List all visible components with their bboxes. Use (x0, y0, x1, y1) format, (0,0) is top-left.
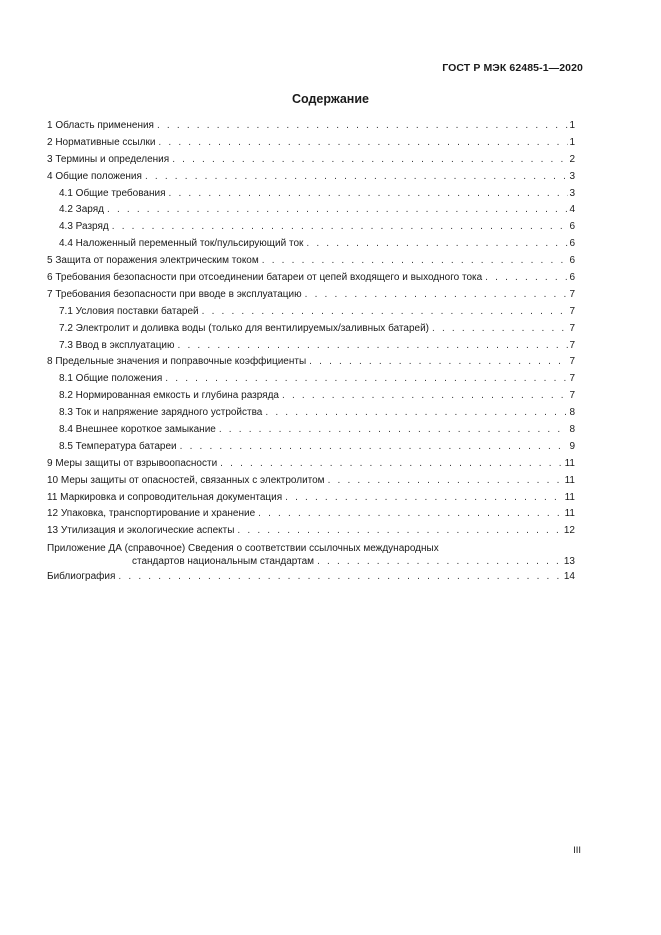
toc-entry-title: 8.1 Общие положения (59, 373, 163, 385)
dot-leader (169, 186, 569, 203)
toc-annex-line2-row (47, 555, 575, 568)
toc-entry-8-4[interactable] (47, 422, 575, 439)
dot-leader (328, 473, 564, 490)
toc-entry-title: 7.2 Электролит и доливка воды (только для вентилируемых/заливных батарей) (59, 322, 429, 334)
toc-entry-title: 8 Предельные значения и поправочные коэффициенты (47, 356, 307, 368)
toc-entry-2[interactable] (47, 135, 575, 152)
toc-entry-7-1[interactable] (47, 304, 575, 321)
toc-entry-4[interactable] (47, 169, 575, 186)
dot-leader (118, 569, 562, 586)
toc-entry-8-3[interactable] (47, 405, 575, 422)
dot-leader (285, 490, 564, 507)
dot-leader (282, 388, 568, 405)
dot-leader (262, 253, 569, 270)
dot-leader (145, 169, 569, 186)
document-code: ГОСТ Р МЭК 62485-1—2020 (442, 62, 583, 74)
dot-leader (432, 321, 568, 338)
toc-entry-title: 1 Область применения (47, 120, 154, 131)
dot-leader (265, 405, 568, 422)
dot-leader (309, 354, 568, 371)
dot-leader (172, 152, 568, 169)
toc-entry-title: 7.3 Ввод в эксплуатацию (59, 339, 175, 351)
dot-leader (165, 371, 568, 388)
toc-entry-page: 14 (563, 571, 575, 583)
toc-entry-page: 3 (569, 170, 575, 182)
dot-leader (219, 422, 569, 439)
toc-entry-title: 8.2 Нормированная емкость и глубина разряда (59, 390, 279, 402)
toc-entry-title: 4.1 Общие требования (59, 187, 166, 199)
toc-entry-page: 11 (564, 474, 575, 486)
toc-entry-5[interactable] (47, 253, 575, 270)
dot-leader (237, 523, 562, 540)
toc-entry-4-2[interactable] (47, 202, 575, 219)
toc-entry-title: 4.3 Разряд (59, 221, 109, 233)
toc-entry-3[interactable] (47, 152, 575, 169)
toc-entry-page: 7 (569, 390, 575, 402)
toc-entry-4-1[interactable] (47, 186, 575, 203)
dot-leader (158, 135, 568, 152)
toc-entry-title: 8.3 Ток и напряжение зарядного устройства (59, 407, 263, 419)
toc-entry-title: 9 Меры защиты от взрывоопасности (47, 457, 218, 469)
toc-entry-page: 6 (569, 272, 575, 284)
toc-entry-11[interactable] (47, 490, 575, 507)
toc-entry-page: 3 (569, 187, 575, 199)
toc-entry-page: 8 (569, 424, 575, 436)
toc-entry-7-2[interactable] (47, 321, 575, 338)
toc-entry-title: 12 Упаковка, транспортирование и хранение (47, 508, 256, 520)
page-number: III (573, 845, 581, 856)
dot-leader (258, 506, 563, 523)
dot-leader (202, 304, 569, 321)
toc-entry-page: 8 (569, 407, 575, 419)
toc-entry-page: 6 (569, 238, 575, 250)
dot-leader (112, 219, 569, 236)
dot-leader (317, 555, 563, 568)
toc-entry-page: 7 (569, 305, 575, 317)
dot-leader (180, 439, 569, 456)
toc-entry-page: 11 (564, 457, 575, 469)
dot-leader (305, 287, 569, 304)
toc-entry-page: 7 (569, 356, 575, 368)
toc-annex-line2: стандартов национальным стандартам (132, 556, 315, 568)
toc-entry-title: 6 Требования безопасности при отсоединении батареи от цепей входящего и выходного тока (47, 272, 483, 284)
dot-leader (178, 338, 569, 355)
toc-entry-page: 7 (569, 373, 575, 385)
toc-entry-title: 4.2 Заряд (59, 204, 104, 216)
toc-entry-7-3[interactable] (47, 338, 575, 355)
toc-entry-title: 11 Маркировка и сопроводительная документация (47, 491, 283, 503)
toc-entry-page: 13 (563, 556, 575, 568)
toc-entry-title: 4 Общие положения (47, 170, 142, 182)
toc-entry-title: Библиография (47, 571, 116, 583)
toc-entry-7[interactable] (47, 287, 575, 304)
toc-entry-page: 1 (569, 120, 575, 131)
dot-leader (306, 236, 568, 253)
toc-entry-page: 2 (569, 153, 575, 165)
toc-entry-title: 10 Меры защиты от опасностей, связанных с электролитом (47, 474, 325, 486)
dot-leader (220, 456, 563, 473)
toc-entry-annex[interactable] (47, 542, 575, 568)
table-of-contents (47, 118, 575, 586)
toc-title: Содержание (291, 92, 369, 106)
dot-leader (107, 202, 568, 219)
toc-entry-1[interactable] (47, 118, 575, 135)
toc-entry-4-4[interactable] (47, 236, 575, 253)
toc-entry-title: 7 Требования безопасности при вводе в эксплуатацию (47, 288, 302, 300)
toc-entry-page: 7 (569, 322, 575, 334)
toc-entry-title: 3 Термины и определения (47, 153, 170, 165)
toc-entry-title: 5 Защита от поражения электрическим током (47, 255, 259, 267)
toc-entry-page: 7 (569, 288, 575, 300)
toc-entry-title: 4.4 Наложенный переменный ток/пульсирующий ток (59, 238, 304, 250)
toc-entry-page: 7 (569, 339, 575, 351)
toc-entry-page: 1 (569, 136, 575, 148)
toc-entry-title: 8.5 Температура батареи (59, 440, 177, 452)
toc-entry-8-5[interactable] (47, 439, 575, 456)
toc-entry-page: 11 (564, 508, 575, 520)
toc-entry-title: 13 Утилизация и экологические аспекты (47, 525, 235, 537)
toc-entry-12[interactable] (47, 506, 575, 523)
toc-entry-8-2[interactable] (47, 388, 575, 405)
dot-leader (485, 270, 568, 287)
toc-annex-line1: Приложение ДА (справочное) Сведения о соответствии ссылочных международных (47, 543, 439, 555)
toc-entry-page: 9 (569, 440, 575, 452)
toc-entry-page: 12 (563, 525, 575, 537)
toc-entry-4-3[interactable] (47, 219, 575, 236)
toc-entry-title: 7.1 Условия поставки батарей (59, 305, 199, 317)
toc-entry-9[interactable] (47, 456, 575, 473)
toc-entry-page: 11 (564, 491, 575, 503)
toc-entry-bibliography[interactable] (47, 569, 575, 586)
toc-entry-6[interactable] (47, 270, 575, 287)
toc-entry-8-1[interactable] (47, 371, 575, 388)
dot-leader (157, 118, 568, 135)
toc-entry-10[interactable] (47, 473, 575, 490)
toc-entry-title: 8.4 Внешнее короткое замыкание (59, 424, 216, 436)
toc-entry-13[interactable] (47, 523, 575, 540)
toc-entry-8[interactable] (47, 354, 575, 371)
toc-entry-page: 4 (569, 204, 575, 216)
toc-entry-page: 6 (569, 255, 575, 267)
toc-entry-title: 2 Нормативные ссылки (47, 136, 156, 148)
toc-entry-page: 6 (569, 221, 575, 233)
